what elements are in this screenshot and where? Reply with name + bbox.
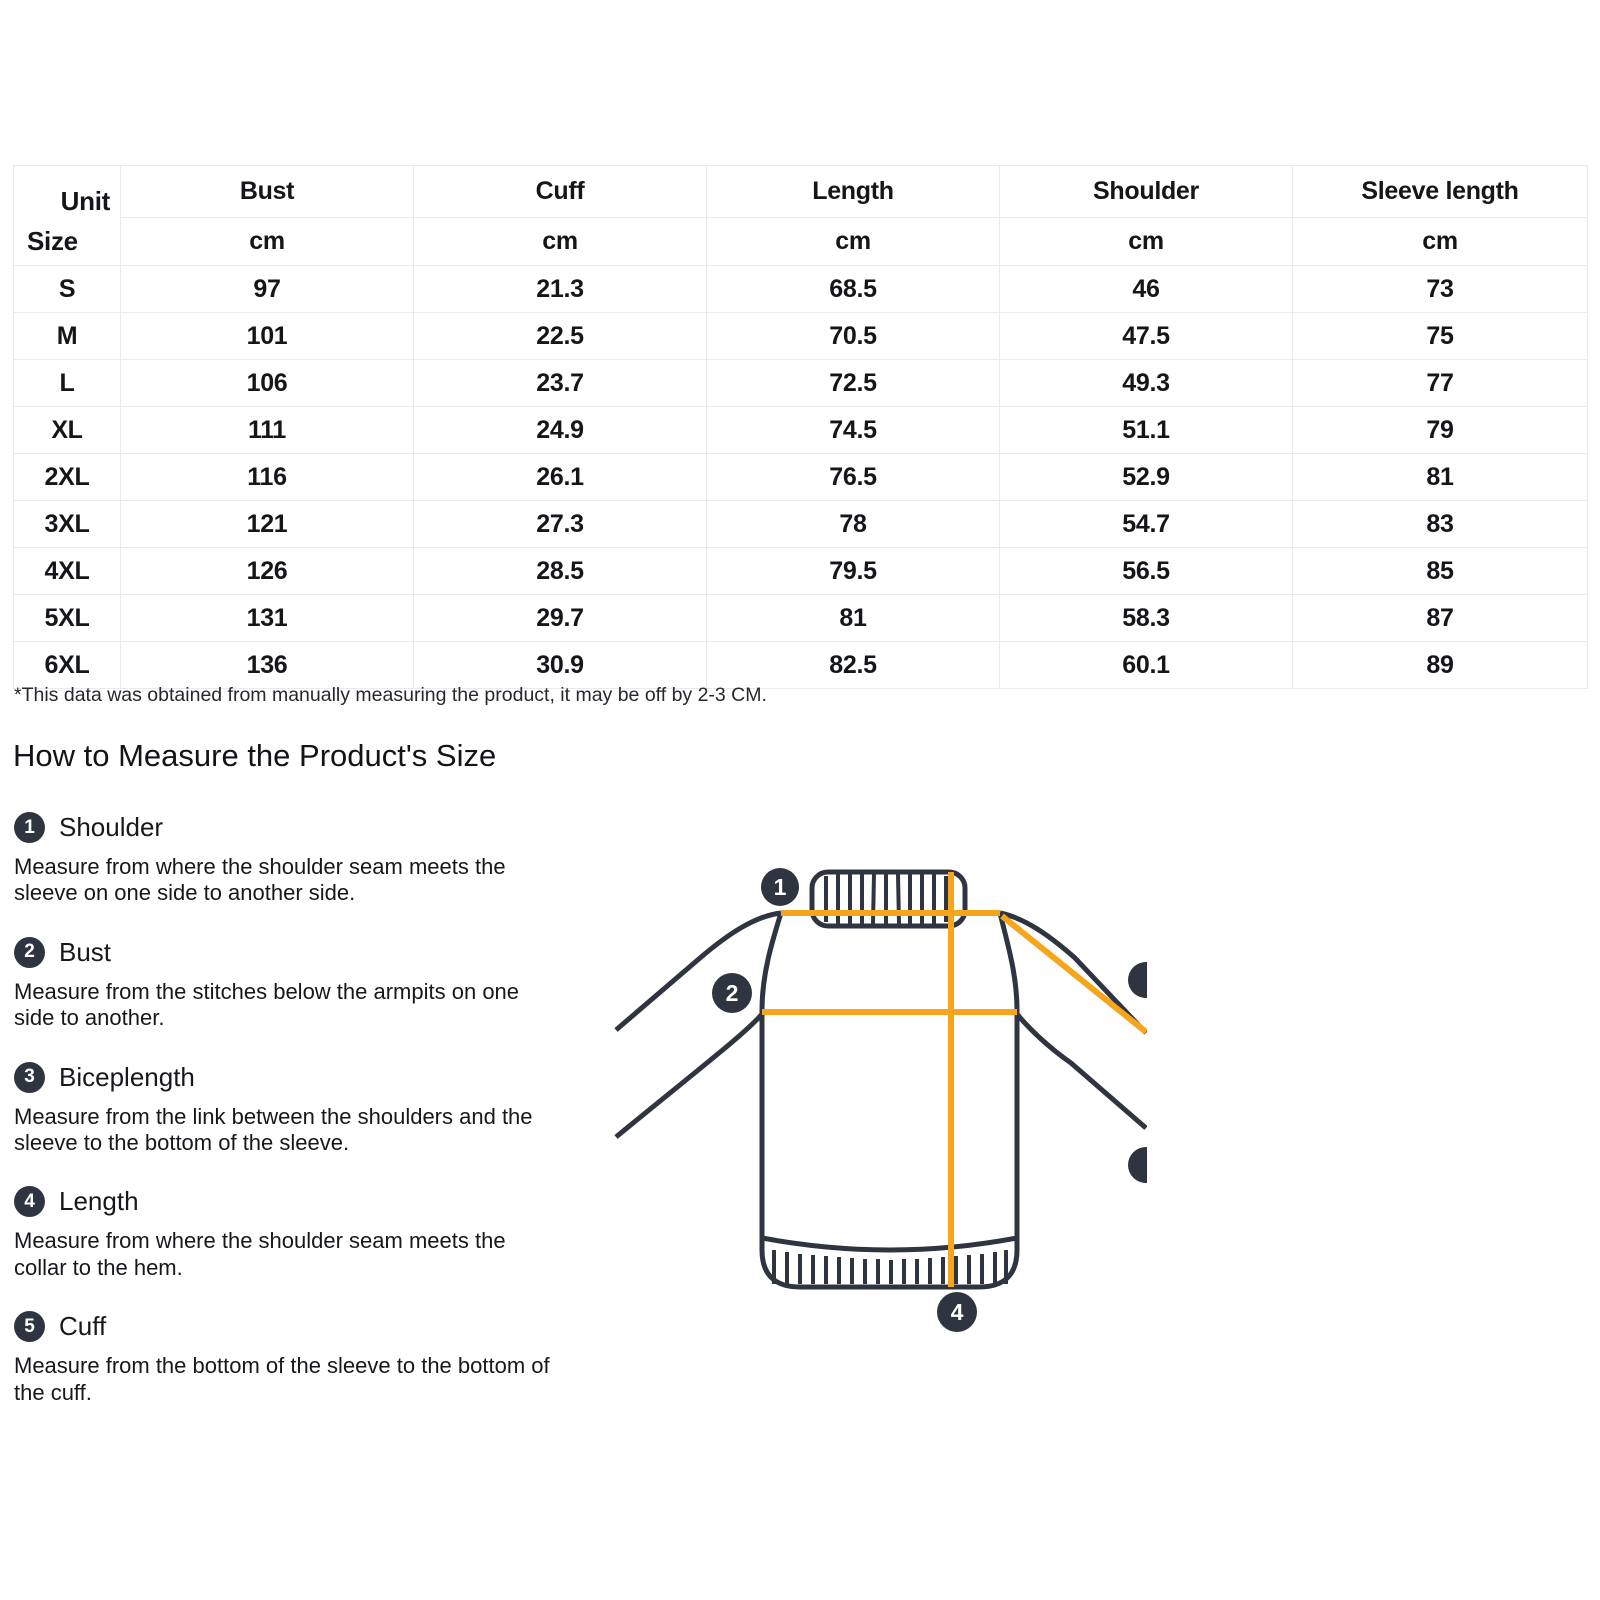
size-cell: 3XL (14, 501, 121, 548)
value-cell: 23.7 (414, 360, 707, 407)
value-cell: 87 (1293, 595, 1588, 642)
column-header-shoulder: Shoulder (1000, 166, 1293, 218)
value-cell: 24.9 (414, 407, 707, 454)
size-label: Size (27, 226, 78, 256)
value-cell: 52.9 (1000, 454, 1293, 501)
value-cell: 74.5 (707, 407, 1000, 454)
step-shoulder (14, 812, 574, 907)
step-description: Measure from the bottom of the sleeve to the bottom of the cuff. (14, 1353, 550, 1405)
value-cell: 51.1 (1000, 407, 1293, 454)
value-cell: 60.1 (1000, 642, 1293, 689)
value-cell: 46 (1000, 266, 1293, 313)
step-description: Measure from where the shoulder seam meets the sleeve on one side to another side. (14, 854, 506, 906)
value-cell: 81 (707, 595, 1000, 642)
value-cell: 76.5 (707, 454, 1000, 501)
table-row (14, 548, 1588, 595)
diagram-badge-2 (712, 973, 752, 1013)
value-cell: 22.5 (414, 313, 707, 360)
value-cell: 72.5 (707, 360, 1000, 407)
value-cell: 27.3 (414, 501, 707, 548)
value-cell: 70.5 (707, 313, 1000, 360)
value-cell: 83 (1293, 501, 1588, 548)
garment-diagram (560, 820, 1147, 1360)
table-row (14, 595, 1588, 642)
sweater-body-outline (762, 913, 1017, 1287)
column-header-cuff: Cuff (414, 166, 707, 218)
table-row (14, 407, 1588, 454)
value-cell: 26.1 (414, 454, 707, 501)
table-row (14, 642, 1588, 689)
table-row (14, 454, 1588, 501)
value-cell: 28.5 (414, 548, 707, 595)
svg-text:2: 2 (725, 980, 739, 1006)
step-length (14, 1186, 574, 1281)
step-description: Measure from the stitches below the armpits on one side to another. (14, 978, 520, 1031)
value-cell: 106 (121, 360, 414, 407)
column-header-sleeve-length: Sleeve length (1293, 166, 1588, 218)
value-cell: 82.5 (707, 642, 1000, 689)
value-cell: 49.3 (1000, 360, 1293, 407)
value-cell: 136 (121, 642, 414, 689)
value-cell: 68.5 (707, 266, 1000, 313)
step-title: Cuff (59, 1311, 107, 1342)
howto-heading: How to Measure the Product's Size (13, 738, 497, 773)
diagram-badge-1 (761, 868, 799, 906)
size-cell: 4XL (14, 548, 121, 595)
value-cell: 85 (1293, 548, 1588, 595)
value-cell: 29.7 (414, 595, 707, 642)
table-row (14, 501, 1588, 548)
value-cell: 56.5 (1000, 548, 1293, 595)
value-cell: 78 (707, 501, 1000, 548)
sleeve-measure-line (1002, 916, 1146, 1032)
left-sleeve-top-line (616, 913, 781, 1030)
unit-cell: cm (121, 218, 414, 266)
diagram-badge-4 (937, 1292, 977, 1332)
size-cell: 2XL (14, 454, 121, 501)
unit-label: Unit (60, 186, 110, 216)
table-row (14, 313, 1588, 360)
size-cell: XL (14, 407, 121, 454)
size-cell: L (14, 360, 121, 407)
left-sleeve-bottom-line (616, 1014, 762, 1137)
size-cell: 6XL (14, 642, 121, 689)
step-title: Length (59, 1186, 139, 1217)
size-cell: S (14, 266, 121, 313)
unit-cell: cm (1000, 218, 1293, 266)
value-cell: 21.3 (414, 266, 707, 313)
right-sleeve-bottom-line (1017, 1014, 1146, 1128)
step-title: Shoulder (59, 812, 164, 842)
step-description: Measure from the link between the shoulders and the sleeve to the bottom of the sleeve. (14, 1103, 533, 1155)
measurement-note: *This data was obtained from manually measuring the product, it may be off by 2-3 CM. (14, 684, 767, 706)
value-cell: 54.7 (1000, 501, 1293, 548)
column-header-bust: Bust (121, 166, 414, 218)
unit-size-corner-cell (14, 166, 121, 266)
table-row (14, 266, 1588, 313)
value-cell: 77 (1293, 360, 1588, 407)
step-cuff (14, 1311, 574, 1406)
step-number-badge: 1 (14, 812, 45, 843)
value-cell: 30.9 (414, 642, 707, 689)
value-cell: 101 (121, 313, 414, 360)
value-cell: 58.3 (1000, 595, 1293, 642)
svg-text:1: 1 (773, 874, 787, 900)
measure-steps (14, 812, 574, 1436)
value-cell: 121 (121, 501, 414, 548)
step-number-badge: 2 (14, 937, 45, 968)
step-title: Bust (59, 936, 112, 967)
value-cell: 47.5 (1000, 313, 1293, 360)
value-cell: 126 (121, 548, 414, 595)
diagram-badge-5-clipped (1128, 1147, 1147, 1183)
unit-cell: cm (414, 218, 707, 266)
step-title: Biceplength (59, 1061, 195, 1092)
step-description: Measure from where the shoulder seam meets the collar to the hem. (14, 1228, 506, 1280)
value-cell: 75 (1293, 313, 1588, 360)
step-number-badge: 4 (14, 1186, 45, 1217)
step-biceplength (14, 1062, 574, 1157)
value-cell: 79.5 (707, 548, 1000, 595)
step-bust (14, 937, 574, 1032)
svg-text:4: 4 (950, 1299, 964, 1325)
value-cell: 73 (1293, 266, 1588, 313)
table-row (14, 360, 1588, 407)
size-cell: M (14, 313, 121, 360)
value-cell: 116 (121, 454, 414, 501)
column-header-length: Length (707, 166, 1000, 218)
collar (812, 872, 965, 926)
step-number-badge: 5 (14, 1311, 45, 1342)
size-cell: 5XL (14, 595, 121, 642)
value-cell: 89 (1293, 642, 1588, 689)
unit-cell: cm (707, 218, 1000, 266)
value-cell: 97 (121, 266, 414, 313)
diagram-badge-3-clipped (1128, 962, 1147, 998)
value-cell: 131 (121, 595, 414, 642)
unit-cell: cm (1293, 218, 1588, 266)
value-cell: 111 (121, 407, 414, 454)
value-cell: 79 (1293, 407, 1588, 454)
size-table (13, 165, 1588, 689)
value-cell: 81 (1293, 454, 1588, 501)
step-number-badge: 3 (14, 1062, 45, 1093)
